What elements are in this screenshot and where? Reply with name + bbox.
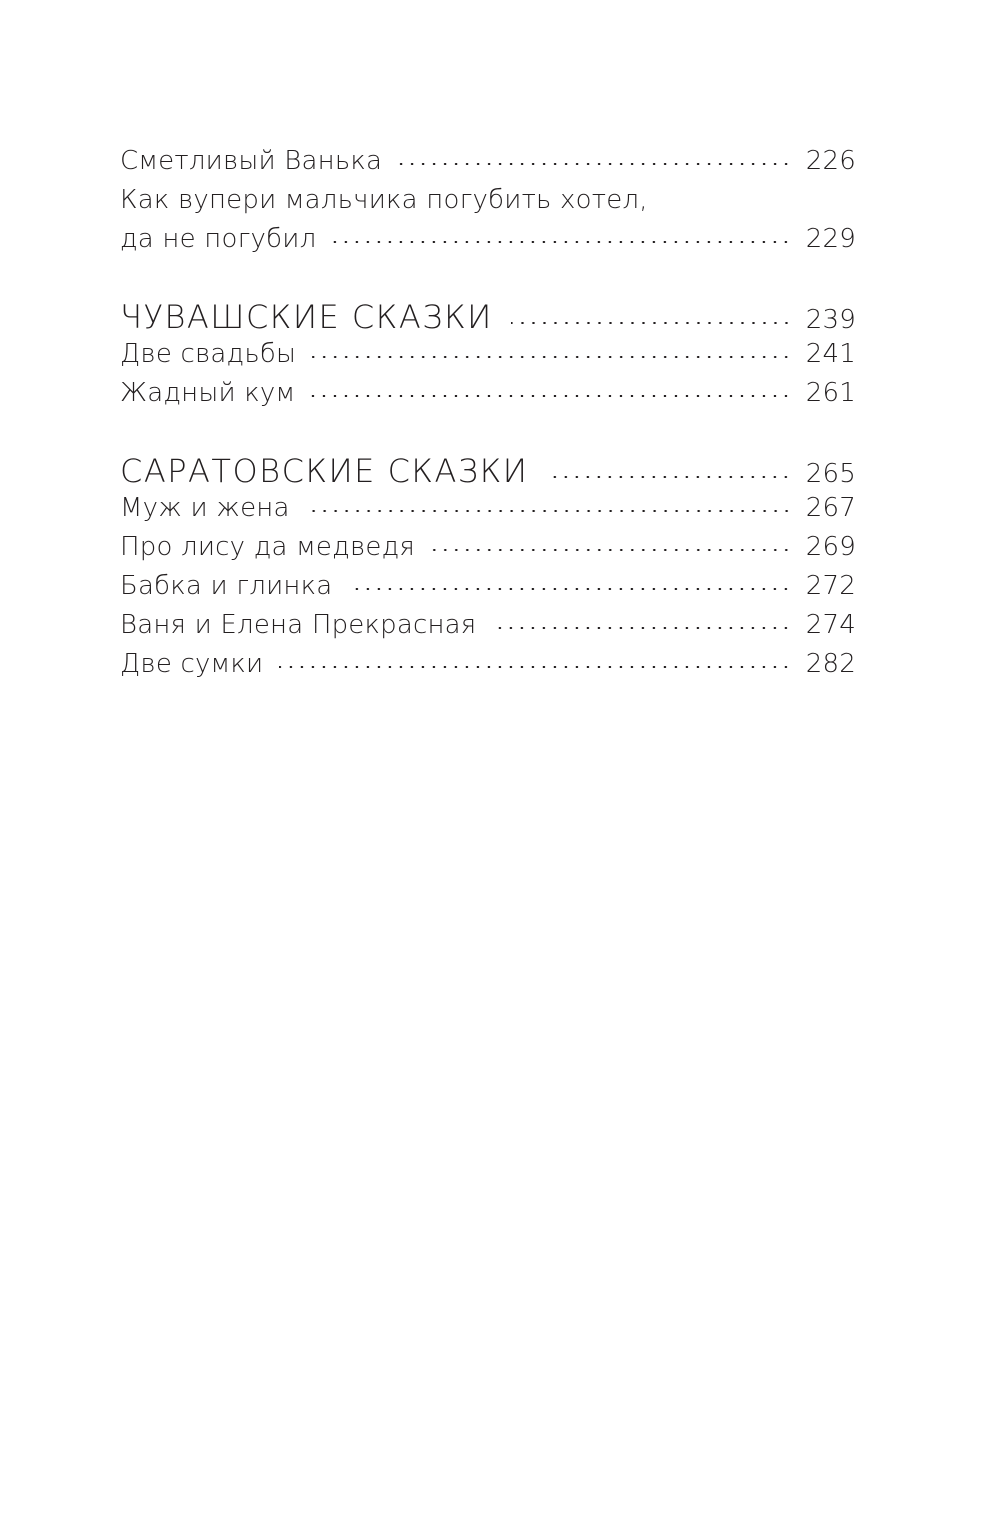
dot-leader [312,356,792,358]
dot-leader [279,666,791,668]
toc-entry-page: 226 [805,146,856,176]
dot-leader [511,322,792,324]
section-page: 265 [805,459,856,489]
section-page: 239 [805,305,856,335]
toc-entry-title: да не погубил [120,224,317,254]
toc-entry-title-line1[interactable]: Как вупери мальчика погубить хотел, [120,185,648,215]
dot-leader [306,510,792,512]
toc-entry[interactable] [120,571,856,601]
toc-entry-page: 282 [805,649,856,679]
toc-entry-title: Муж и жена [120,493,290,523]
section-title: ЧУВАШСКИЕ СКАЗКИ [120,298,493,336]
toc-entry-title: Жадный кум [120,378,296,408]
toc-entry[interactable] [120,649,856,679]
toc-entry-page: 241 [805,339,856,369]
toc-entry[interactable] [120,146,856,176]
toc-entry[interactable] [120,532,856,562]
dot-leader [492,627,791,629]
dot-leader [348,588,791,590]
toc-entry-title: Ваня и Елена Прекрасная [120,610,477,640]
toc-entry[interactable] [120,378,856,408]
dot-leader [332,241,791,243]
toc-entry[interactable] [120,339,856,369]
section-title: САРАТОВСКИЕ СКАЗКИ [120,452,529,490]
toc-entry-title: Сметливый Ванька [120,146,383,176]
toc-entry-page: 267 [805,493,856,523]
dot-leader [311,395,791,397]
toc-entry-page: 229 [805,224,856,254]
toc-section-heading[interactable] [120,452,856,490]
dot-leader [398,163,792,165]
toc-entry-page: 261 [805,378,856,408]
toc-entry[interactable] [120,493,856,523]
toc-entry-title: Две сумки [120,649,264,679]
toc-entry-title: Про лису да медведя [120,532,415,562]
toc-section-heading[interactable] [120,298,856,336]
toc-entry-title: Бабка и глинка [120,571,333,601]
dot-leader [431,549,792,551]
toc-entry-title: Две свадьбы [120,339,297,369]
toc-entry[interactable] [120,224,856,254]
toc-entry-page: 269 [805,532,856,562]
toc-entry-page: 274 [805,610,856,640]
toc-entry[interactable] [120,610,856,640]
toc-entry-page: 272 [805,571,856,601]
dot-leader [546,476,791,478]
